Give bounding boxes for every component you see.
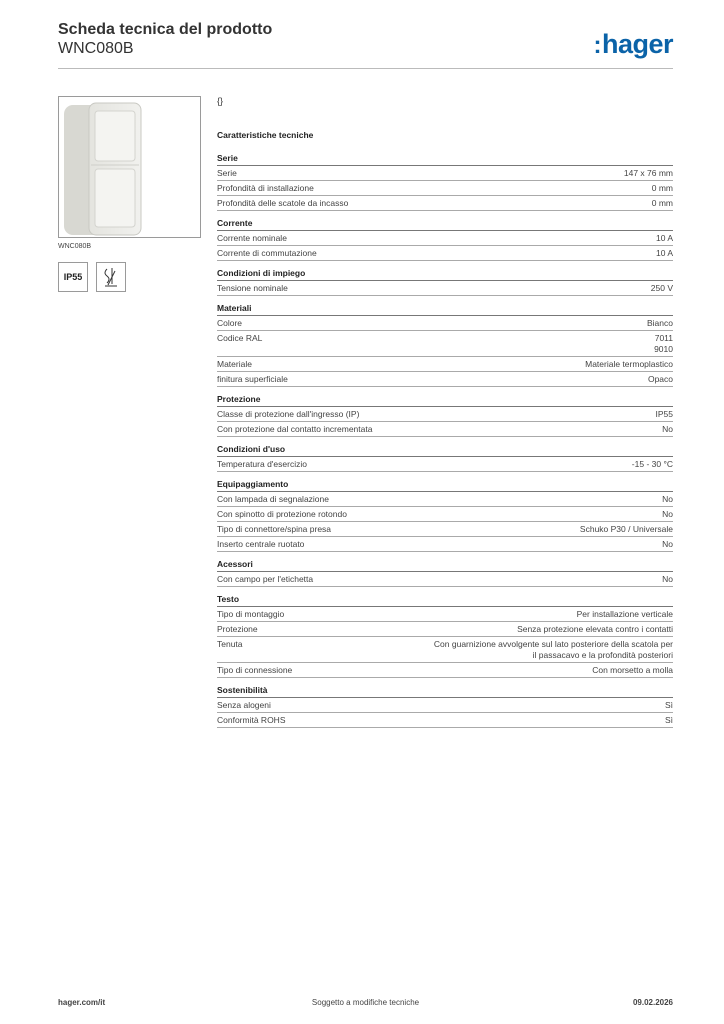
spec-row bbox=[217, 357, 673, 372]
spec-label: Tipo di montaggio bbox=[217, 609, 285, 619]
spec-label: Tenuta bbox=[217, 639, 243, 649]
spec-value: 0 mm bbox=[651, 183, 673, 193]
spec-section bbox=[217, 152, 673, 211]
spec-row bbox=[217, 231, 673, 246]
spec-label: Con spinotto di protezione rotondo bbox=[217, 509, 347, 519]
spec-value: No bbox=[662, 494, 673, 504]
spec-label: Profondità di installazione bbox=[217, 183, 314, 193]
spec-value: Bianco bbox=[647, 318, 673, 328]
section-title: Testo bbox=[217, 593, 673, 607]
spec-sections bbox=[217, 152, 673, 728]
spec-row bbox=[217, 492, 673, 507]
spec-section bbox=[217, 393, 673, 437]
spec-value: Sì bbox=[664, 715, 673, 725]
spec-label: Corrente nominale bbox=[217, 233, 287, 243]
spec-row bbox=[217, 507, 673, 522]
logo-prefix: : bbox=[593, 32, 601, 59]
spec-value: IP55 bbox=[655, 409, 673, 419]
spec-row bbox=[217, 457, 673, 472]
spec-label: Profondità delle scatole da incasso bbox=[217, 198, 349, 208]
section-title: Corrente bbox=[217, 217, 673, 231]
spec-label: Temperatura d'esercizio bbox=[217, 459, 307, 469]
spec-label: Classe di protezione dall'ingresso (IP) bbox=[217, 409, 360, 419]
spec-row bbox=[217, 422, 673, 437]
spec-row bbox=[217, 331, 673, 357]
spec-value: Materiale termoplastico bbox=[585, 359, 673, 369]
spec-value: No bbox=[662, 509, 673, 519]
spec-value: Con morsetto a molla bbox=[592, 665, 673, 675]
section-title: Condizioni d'uso bbox=[217, 443, 673, 457]
spec-value: Sì bbox=[664, 700, 673, 710]
spec-label: Con lampada di segnalazione bbox=[217, 494, 329, 504]
logo-text: hager bbox=[601, 29, 673, 59]
spec-label: Con campo per l'etichetta bbox=[217, 574, 314, 584]
spec-row bbox=[217, 622, 673, 637]
spec-label: Corrente di commutazione bbox=[217, 248, 317, 258]
spec-row bbox=[217, 572, 673, 587]
footer-date: 09.02.2026 bbox=[632, 998, 673, 1007]
spec-section bbox=[217, 684, 673, 728]
section-title: Equipaggiamento bbox=[217, 478, 673, 492]
spec-row bbox=[217, 663, 673, 678]
spec-label: Materiale bbox=[217, 359, 252, 369]
section-title: Serie bbox=[217, 152, 673, 166]
placeholder-braces: {} bbox=[217, 96, 224, 106]
spec-label: Protezione bbox=[217, 624, 258, 634]
spec-label: Serie bbox=[217, 168, 237, 178]
spec-value: No bbox=[662, 574, 673, 584]
spec-label: finitura superficiale bbox=[217, 374, 288, 384]
spec-value: Per installazione verticale bbox=[576, 609, 673, 619]
spec-label: Conformità ROHS bbox=[217, 715, 286, 725]
spec-value: Senza protezione elevata contro i contatti bbox=[517, 624, 673, 634]
section-title: Materiali bbox=[217, 302, 673, 316]
spec-row bbox=[217, 372, 673, 387]
spec-row bbox=[217, 316, 673, 331]
spec-row bbox=[217, 181, 673, 196]
spec-value: Con guarnizione avvolgente sul lato posteriore della scatola per il passacavo e la profondità posteriori bbox=[433, 639, 673, 660]
technical-characteristics-heading: Caratteristiche tecniche bbox=[217, 130, 314, 140]
spec-section bbox=[217, 593, 673, 678]
product-image bbox=[58, 96, 201, 238]
section-title: Condizioni di impiego bbox=[217, 267, 673, 281]
spec-row bbox=[217, 713, 673, 728]
spec-label: Tipo di connettore/spina presa bbox=[217, 524, 332, 534]
section-title: Sostenibilità bbox=[217, 684, 673, 698]
installation-position-icon bbox=[96, 262, 126, 292]
header bbox=[58, 20, 673, 70]
spec-section bbox=[217, 478, 673, 552]
spec-value: No bbox=[662, 424, 673, 434]
footer-website: hager.com/it bbox=[58, 998, 106, 1007]
spec-label: Inserto centrale ruotato bbox=[217, 539, 305, 549]
spec-label: Con protezione dal contatto incrementata bbox=[217, 424, 373, 434]
spec-label: Senza alogeni bbox=[217, 700, 271, 710]
header-divider bbox=[58, 68, 673, 69]
ip55-badge: IP55 bbox=[58, 262, 88, 292]
spec-row bbox=[217, 607, 673, 622]
spec-value: 250 V bbox=[650, 283, 673, 293]
spec-label: Tensione nominale bbox=[217, 283, 288, 293]
product-code: WNC080B bbox=[58, 40, 134, 57]
spec-row bbox=[217, 522, 673, 537]
section-title: Protezione bbox=[217, 393, 673, 407]
spec-value: 7011 9010 bbox=[654, 333, 673, 354]
footer-disclaimer: Soggetto a modifiche tecniche bbox=[311, 998, 420, 1007]
spec-value: Opaco bbox=[647, 374, 673, 384]
spec-value: 147 x 76 mm bbox=[623, 168, 673, 178]
spec-section bbox=[217, 558, 673, 587]
spec-row bbox=[217, 637, 673, 663]
spec-section bbox=[217, 217, 673, 261]
product-image-caption: WNC080B bbox=[58, 243, 92, 250]
spec-value: 10 A bbox=[655, 233, 673, 243]
spec-row bbox=[217, 281, 673, 296]
spec-value: 10 A bbox=[655, 248, 673, 258]
spec-label: Tipo di connessione bbox=[217, 665, 293, 675]
spec-value: No bbox=[662, 539, 673, 549]
spec-row bbox=[217, 537, 673, 552]
technical-content bbox=[217, 96, 673, 734]
spec-row bbox=[217, 407, 673, 422]
spec-section bbox=[217, 443, 673, 472]
spec-row bbox=[217, 246, 673, 261]
section-title: Acessori bbox=[217, 558, 673, 572]
spec-row bbox=[217, 166, 673, 181]
document-title: Scheda tecnica del prodotto bbox=[58, 21, 273, 38]
spec-value: Schuko P30 / Universale bbox=[579, 524, 673, 534]
spec-section bbox=[217, 267, 673, 296]
spec-label: Codice RAL bbox=[217, 333, 263, 343]
spec-section bbox=[217, 302, 673, 387]
spec-value: 0 mm bbox=[651, 198, 673, 208]
spec-row bbox=[217, 196, 673, 211]
hager-logo bbox=[593, 29, 673, 60]
spec-row bbox=[217, 698, 673, 713]
spec-value: -15 - 30 °C bbox=[631, 459, 673, 469]
spec-label: Colore bbox=[217, 318, 243, 328]
